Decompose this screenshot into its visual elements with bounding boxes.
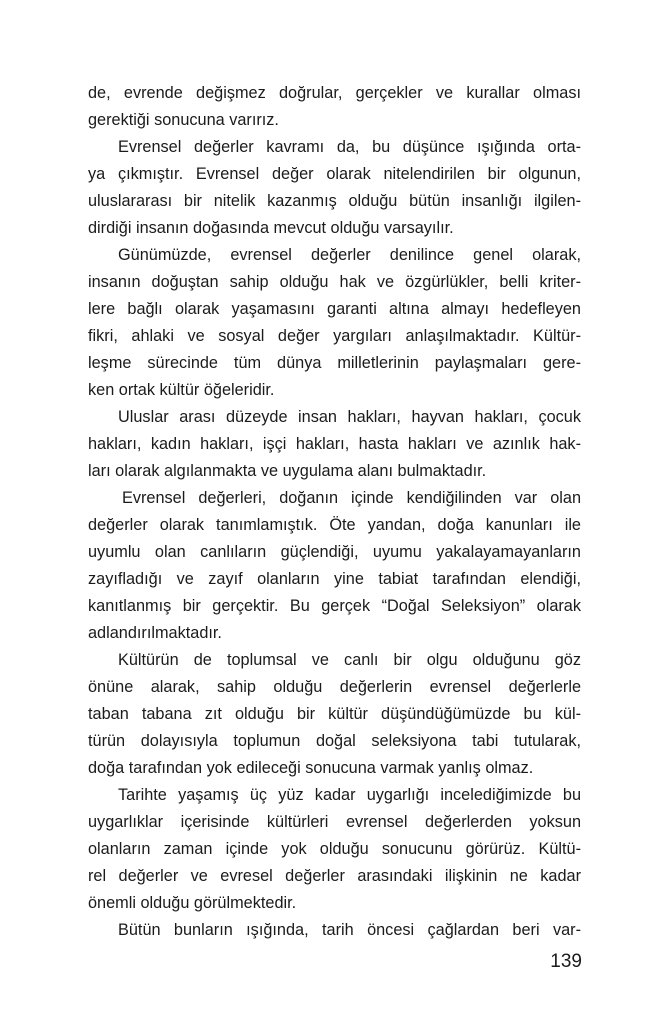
text-line: değerler olarak tanımlamıştık. Öte yandan, doğa kanunları ile (88, 516, 581, 534)
text-line: dirdiği insanın doğasında mevcut olduğu varsayılır. (88, 219, 454, 237)
text-line: uyumlu olan canlıların güçlendiği, uyumu yakalayamayanların (88, 543, 581, 561)
text-line: rel değerler ve evresel değerler arasındaki ilişkinin ne kadar (88, 867, 581, 885)
text-line: zayıfladığı ve zayıf olanların yine tabiat tarafından elendiği, (88, 570, 581, 588)
paragraph-first-line: Bütün bunların ışığında, tarih öncesi çağlardan beri var- (118, 921, 581, 939)
text-line: uluslararası bir nitelik kazanmış olduğu bütün insanlığı ilgilen- (88, 192, 581, 210)
text-line: adlandırılmaktadır. (88, 624, 222, 642)
text-line: taban tabana zıt olduğu bir kültür düşündüğümüzde bu kül- (88, 705, 581, 723)
body-text (88, 80, 581, 944)
page-number: 139 (550, 951, 582, 972)
paragraph-first-line: Evrensel değerleri, doğanın içinde kendiğilinden var olan (122, 489, 581, 507)
text-line: türün dolayısıyla toplumun doğal seleksiyona tabi tutularak, (88, 732, 581, 750)
text-line: doğa tarafından yok edileceği sonucuna varmak yanlış olmaz. (88, 759, 534, 777)
text-line: ları olarak algılanmakta ve uygulama alanı bulmaktadır. (88, 462, 487, 480)
text-line: uygarlıklar içerisinde kültürleri evrensel değerlerden yoksun (88, 813, 581, 831)
text-line: önemli olduğu görülmektedir. (88, 894, 297, 912)
text-line: lere bağlı olarak yaşamasını garanti altına almayı hedefleyen (88, 300, 581, 318)
paragraph-first-line: Evrensel değerler kavramı da, bu düşünce ışığında orta- (118, 138, 581, 156)
paragraph-first-line: Kültürün de toplumsal ve canlı bir olgu olduğunu göz (118, 651, 581, 669)
paragraph-first-line: Uluslar arası düzeyde insan hakları, hayvan hakları, çocuk (118, 408, 581, 426)
text-line: leşme sürecinde tüm dünya milletlerinin paylaşmaları gere- (88, 354, 581, 372)
text-line: önüne alarak, sahip olduğu değerlerin evrensel değerlerle (88, 678, 581, 696)
paragraph-first-line: Tarihte yaşamış üç yüz kadar uygarlığı incelediğimizde bu (118, 786, 581, 804)
text-line: fikri, ahlaki ve sosyal değer yargıları anlaşılmaktadır. Kültür- (88, 327, 581, 345)
paragraph-first-line: Günümüzde, evrensel değerler denilince genel olarak, (118, 246, 581, 264)
text-line: ken ortak kültür öğeleridir. (88, 381, 275, 399)
text-line: insanın doğuştan sahip olduğu hak ve özgürlükler, belli kriter- (88, 273, 581, 291)
text-line: ya çıkmıştır. Evrensel değer olarak nitelendirilen bir olgunun, (88, 165, 581, 183)
text-line: de, evrende değişmez doğrular, gerçekler ve kurallar olması (88, 84, 581, 102)
text-line: olanların zaman içinde yok olduğu sonucunu görürüz. Kültü- (88, 840, 581, 858)
text-line: gerektiği sonucuna varırız. (88, 111, 279, 129)
text-line: hakları, kadın hakları, işçi hakları, hasta hakları ve azınlık hak- (88, 435, 581, 453)
text-line: kanıtlanmış bir gerçektir. Bu gerçek “Doğal Seleksiyon” olarak (88, 597, 581, 615)
